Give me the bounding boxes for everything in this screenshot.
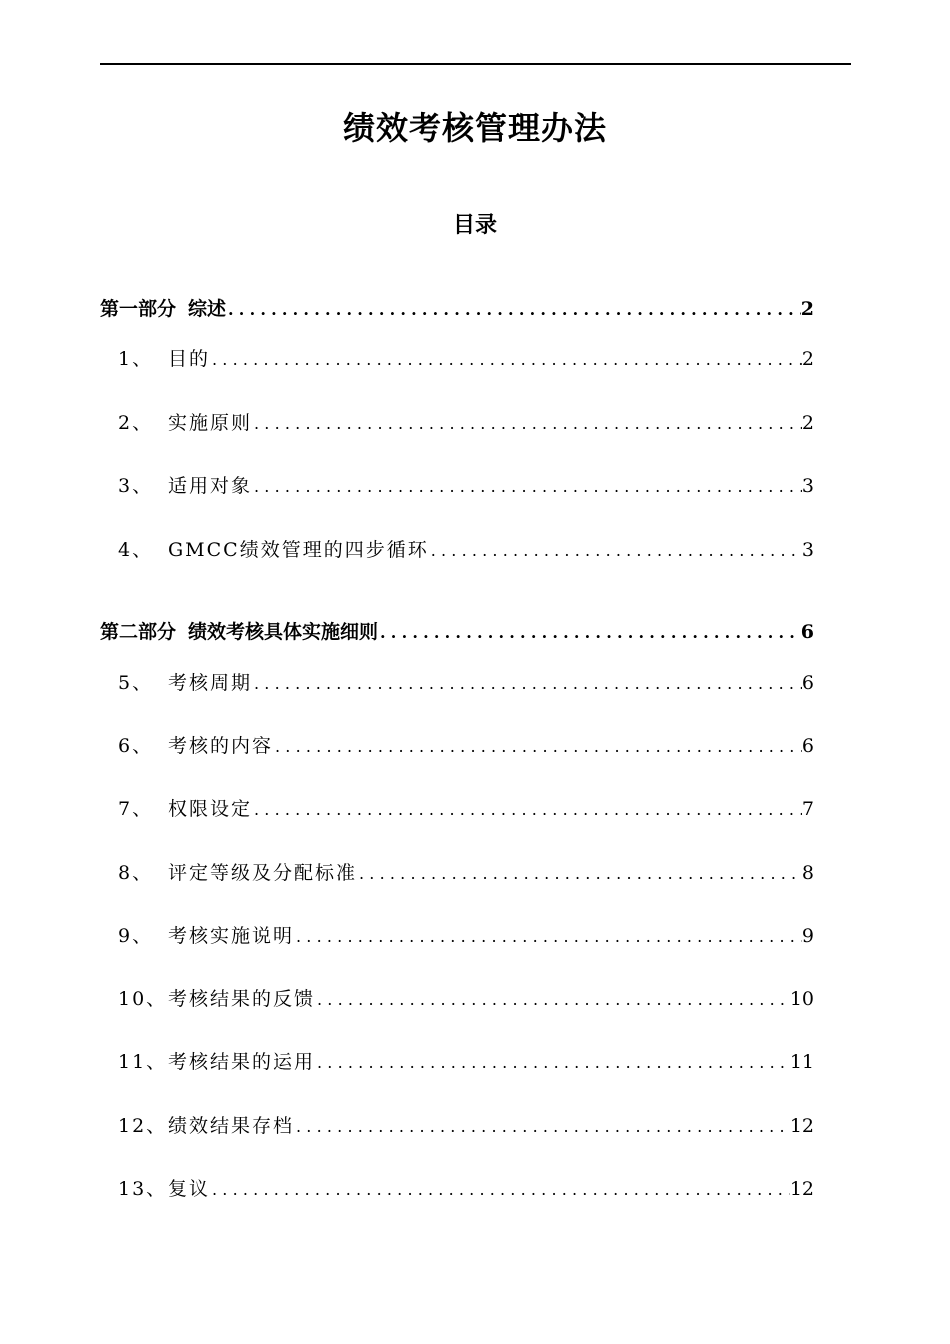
toc-entry-number: 13、 — [118, 1178, 168, 1200]
toc-entry-title: 复议 — [168, 1178, 211, 1200]
toc-dot-leader — [294, 1112, 790, 1142]
toc-dot-leader — [252, 409, 802, 439]
toc-page-number: 2 — [801, 348, 814, 370]
toc-entry-title: 考核周期 — [168, 672, 253, 694]
toc-part-2[interactable] — [100, 617, 814, 647]
toc-entry-12[interactable] — [118, 1111, 814, 1141]
toc-page-number: 6 — [801, 672, 814, 694]
toc-part-1[interactable] — [100, 294, 814, 324]
toc-dot-leader — [294, 922, 802, 952]
document-title: 绩效考核管理办法 — [342, 109, 607, 147]
toc-entry-title: 评定等级及分配标准 — [168, 862, 358, 884]
toc-entry-3[interactable] — [118, 471, 814, 501]
toc-entry-title: 考核实施说明 — [168, 925, 295, 947]
toc-entry-number: 11、 — [118, 1051, 168, 1073]
toc-dot-leader — [252, 669, 802, 699]
toc-page-number: 2 — [801, 412, 814, 434]
toc-part-number: 第二部分 — [100, 621, 177, 643]
toc-entry-2[interactable] — [118, 408, 814, 438]
toc-entry-number: 7、 — [118, 798, 154, 820]
toc-entry-number: 8、 — [118, 862, 154, 884]
toc-entry-title: 考核结果的运用 — [168, 1051, 316, 1073]
toc-heading: 目录 — [452, 213, 497, 238]
toc-part-number: 第一部分 — [100, 298, 177, 320]
toc-dot-leader — [315, 985, 790, 1015]
toc-dot-leader — [210, 1175, 790, 1205]
toc-entry-5[interactable] — [118, 668, 814, 698]
toc-entry-8[interactable] — [118, 858, 814, 888]
toc-dot-leader — [429, 536, 802, 566]
toc-page-number: 7 — [801, 798, 814, 820]
toc-entry-number: 6、 — [118, 735, 154, 757]
toc-entry-6[interactable] — [118, 731, 814, 761]
toc-entry-10[interactable] — [118, 984, 814, 1014]
toc-entry-title: 权限设定 — [168, 798, 253, 820]
toc-page-number: 9 — [801, 925, 814, 947]
toc-page-number: 11 — [789, 1051, 814, 1073]
toc-entry-number: 3、 — [118, 475, 154, 497]
toc-entry-9[interactable] — [118, 921, 814, 951]
toc-dot-leader — [226, 295, 801, 325]
toc-part-title: 综述 — [188, 298, 227, 320]
toc-entry-4[interactable] — [118, 535, 814, 565]
toc-dot-leader — [357, 859, 802, 889]
toc-entry-number: 4、 — [118, 539, 154, 561]
toc-entry-number: 9、 — [118, 925, 154, 947]
toc-entry-number: 5、 — [118, 672, 154, 694]
toc-entry-number: 2、 — [118, 412, 154, 434]
header-rule — [100, 63, 851, 65]
toc-entry-title: 目的 — [168, 348, 211, 370]
toc-page-number: 6 — [801, 735, 814, 757]
toc-dot-leader — [315, 1048, 790, 1078]
toc-entry-11[interactable] — [118, 1047, 814, 1077]
toc-entry-1[interactable] — [118, 344, 814, 374]
toc-dot-leader — [210, 345, 802, 375]
toc-page-number: 12 — [789, 1178, 814, 1200]
toc-page-number: 6 — [800, 621, 814, 643]
toc-page-number: 3 — [801, 475, 814, 497]
toc-dot-leader — [252, 795, 802, 825]
toc-dot-leader — [273, 732, 802, 762]
toc-entry-title: 考核的内容 — [168, 735, 274, 757]
toc-entry-title: 绩效结果存档 — [168, 1115, 295, 1137]
toc-dot-leader — [378, 618, 801, 648]
toc-dot-leader — [252, 472, 802, 502]
toc-entry-number: 1、 — [118, 348, 154, 370]
toc-page-number: 3 — [801, 539, 814, 561]
toc-entry-13[interactable] — [118, 1174, 814, 1204]
toc-page-number: 2 — [800, 298, 814, 320]
toc-entry-title: 适用对象 — [168, 475, 253, 497]
toc-entry-number: 12、 — [118, 1115, 168, 1137]
toc-entry-title: GMCC绩效管理的四步循环 — [168, 539, 429, 561]
toc-entry-title: 实施原则 — [168, 412, 253, 434]
toc-entry-number: 10、 — [118, 988, 168, 1010]
toc-part-title: 绩效考核具体实施细则 — [188, 621, 379, 643]
toc-entry-title: 考核结果的反馈 — [168, 988, 316, 1010]
toc-page-number: 10 — [789, 988, 814, 1010]
toc-page-number: 8 — [801, 862, 814, 884]
toc-entry-7[interactable] — [118, 794, 814, 824]
toc-page-number: 12 — [789, 1115, 814, 1137]
